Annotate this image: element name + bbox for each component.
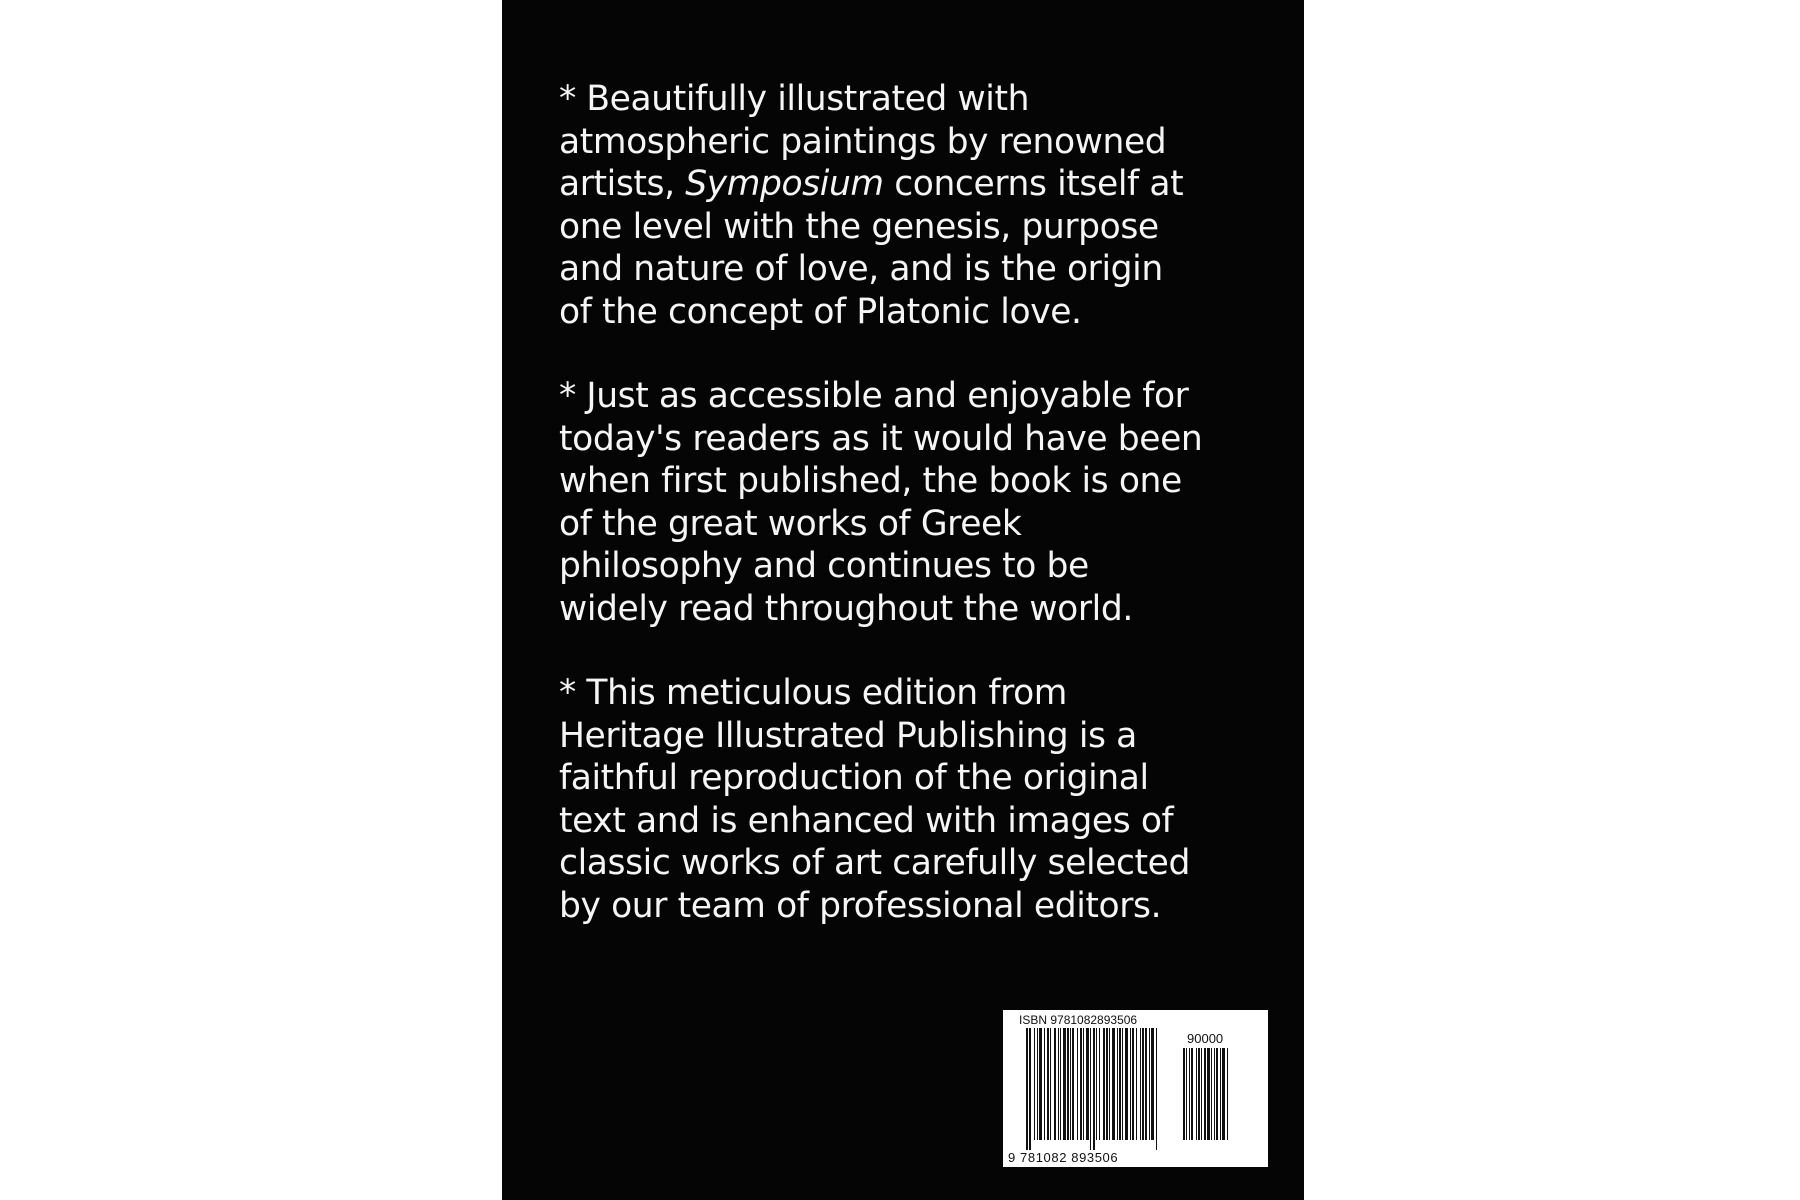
blurb-line: today's readers as it would have been bbox=[559, 418, 1203, 459]
barcode-addon-bars-icon bbox=[1183, 1048, 1251, 1150]
blurb-line: widely read throughout the world. bbox=[559, 588, 1133, 629]
isbn-barcode bbox=[1003, 1010, 1268, 1167]
blurb-line: philosophy and continues to be bbox=[559, 546, 1089, 586]
book-title-italic: Symposium bbox=[685, 164, 884, 204]
blurb-line: text and is enhanced with images of bbox=[559, 800, 1174, 841]
blurb-line: faithful reproduction of the original bbox=[559, 758, 1149, 798]
blurb-line-part: artists, bbox=[559, 164, 686, 204]
blurb-line: * Beautifully illustrated with bbox=[559, 79, 1030, 119]
blurb-paragraph-3 bbox=[559, 672, 1279, 927]
book-back-cover bbox=[502, 0, 1304, 1200]
barcode-digits: 9 781082 893506 bbox=[1008, 1150, 1119, 1165]
price-code: 90000 bbox=[1187, 1031, 1224, 1046]
blurb-line: one level with the genesis, purpose bbox=[559, 206, 1159, 247]
blurb-line: by our team of professional editors. bbox=[559, 885, 1162, 926]
blurb-line: atmospheric paintings by renowned bbox=[559, 121, 1167, 162]
blurb-line: and nature of love, and is the origin bbox=[559, 249, 1163, 289]
blurb-line: when first published, the book is one bbox=[559, 461, 1182, 501]
blurb-line: classic works of art carefully selected bbox=[559, 843, 1190, 883]
blurb-line: of the concept of Platonic love. bbox=[559, 291, 1082, 332]
blurb-line-part: concerns itself at bbox=[883, 164, 1184, 204]
barcode-bars-icon bbox=[1026, 1028, 1176, 1150]
blurb-paragraph-2 bbox=[559, 375, 1279, 630]
isbn-label: ISBN 9781082893506 bbox=[1019, 1013, 1138, 1027]
blurb-text bbox=[559, 78, 1279, 927]
blurb-line: of the great works of Greek bbox=[559, 503, 1022, 544]
blurb-line: * This meticulous edition from bbox=[559, 673, 1068, 713]
blurb-paragraph-1 bbox=[559, 78, 1279, 333]
blurb-line bbox=[559, 163, 1279, 206]
blurb-line: * Just as accessible and enjoyable for bbox=[559, 376, 1189, 416]
blurb-line: Heritage Illustrated Publishing is a bbox=[559, 715, 1137, 756]
